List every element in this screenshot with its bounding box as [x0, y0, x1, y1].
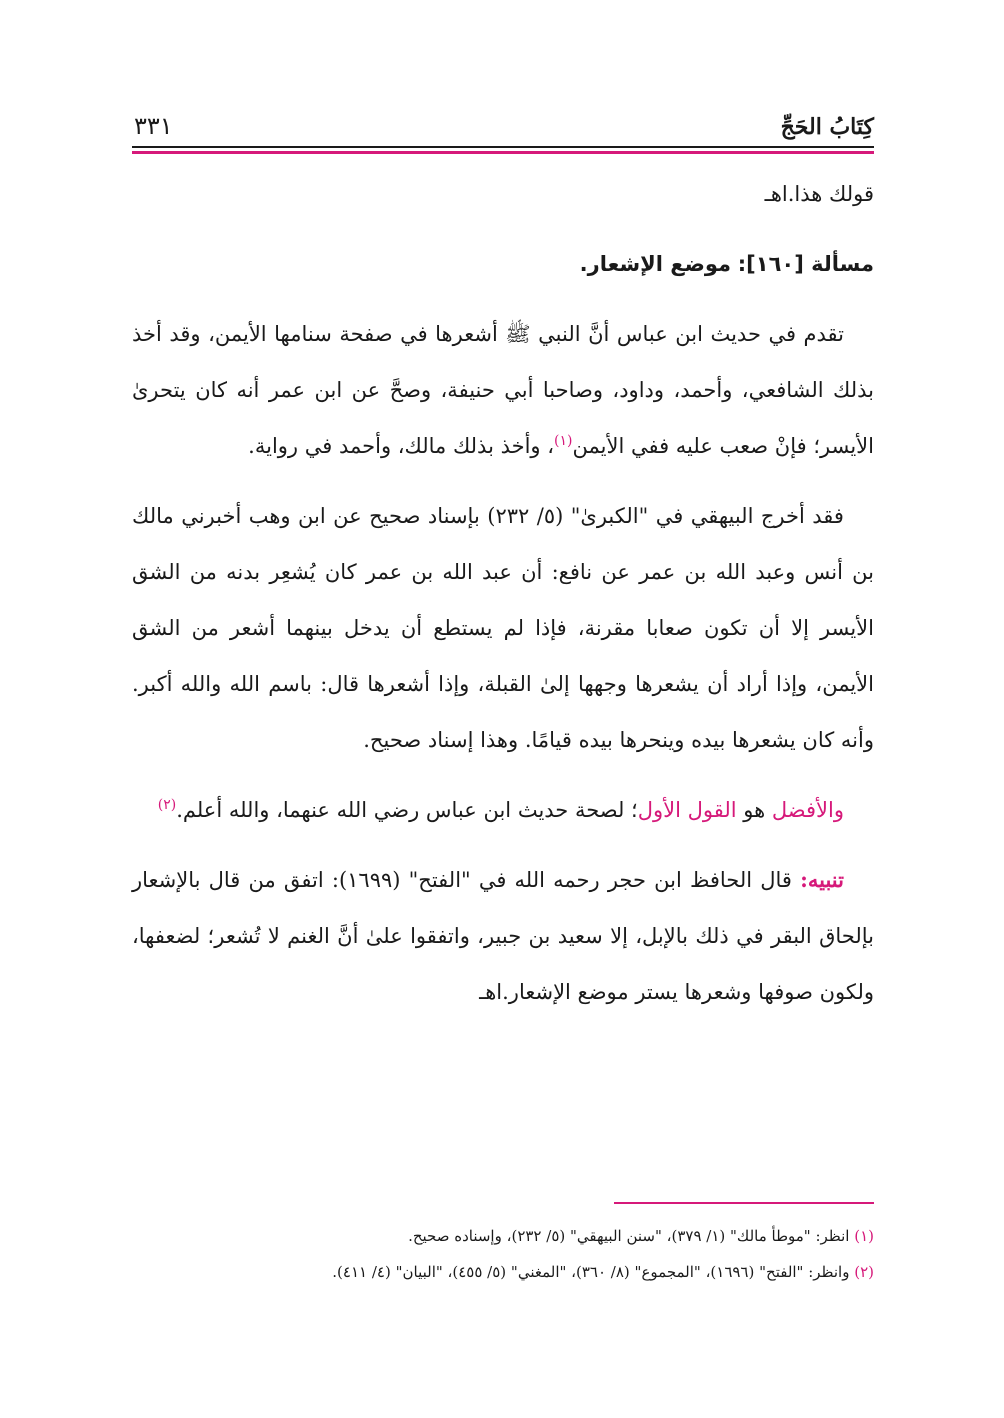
- paragraph-bayhaqi: فقد أخرج البيهقي في "الكبرىٰ" (٥/ ٢٣٢) بإسناد صحيح عن ابن وهب أخبرني مالك بن أنس وعبد الله بن عمر عن نافع: أن عبد الله بن عمر كان يُشعِر بدنه من الشق الأيسر إلا أن تكون صعابا مقرنة، فإذا لم يستطع أن يدخل بينهما أشعر من الشق الأيمن، وإذا أراد أن يشعرها وجهها إلىٰ القبلة، وإذا أشعرها قال: باسم الله والله أكبر. وأنه كان يشعرها بيده وينحرها بيده قيامًا. وهذا إسناد صحيح.: [132, 504, 874, 752]
- footnote-ref-2[interactable]: (٢): [157, 797, 177, 813]
- footnote-2-text: وانظر: "الفتح" (١٦٩٦)، "المجموع" (٨/ ٣٦٠)، "المغني" (٥/ ٤٥٥)، "البيان" (٤/ ٤١١).: [332, 1263, 855, 1281]
- header-rule: [132, 146, 874, 154]
- footnote-2-number: (٢): [854, 1263, 874, 1281]
- conclusion-highlight: القول الأول: [637, 798, 737, 822]
- paragraph-ibn-abbas-text: تقدم في حديث ابن عباس أنَّ النبي ﷺ أشعرها في صفحة سنامها الأيمن، وقد أخذ بذلك الشافعي، وأحمد، وداود، وصاحبا أبي حنيفة، وصحَّ عن ابن عمر أنه كان يتحرىٰ الأيسر؛ فإنْ صعب عليه ففي الأيمن: [132, 322, 874, 458]
- paragraph-ibn-abbas-text-end: ، وأخذ بذلك مالك، وأحمد في رواية.: [248, 434, 555, 458]
- tanbih-label: تنبيه:: [800, 867, 844, 892]
- paragraph-ibn-abbas: [132, 306, 874, 474]
- footnote-1-text: انظر: "موطأ مالك" (١/ ٣٧٩)، "سنن البيهقي" (٥/ ٢٣٢)، وإسناده صحيح.: [408, 1227, 855, 1245]
- page-header: [132, 110, 874, 150]
- footnotes: [132, 1218, 874, 1290]
- footnote-1: [132, 1218, 874, 1254]
- main-text: [132, 166, 874, 1020]
- paragraph-tanbih: [132, 852, 874, 1020]
- masala-label: مسألة [١٦٠]:: [737, 252, 874, 276]
- footnote-1-number: (١): [854, 1227, 874, 1245]
- footnote-divider: [614, 1202, 874, 1204]
- book-title: كِتَابُ الحَجِّ: [780, 114, 874, 140]
- paragraph-conclusion: [132, 782, 874, 838]
- paragraph-closing-quote: قولك هذا.اهـ: [764, 182, 874, 206]
- conclusion-mid: هو: [736, 798, 772, 822]
- footnote-2: [132, 1254, 874, 1290]
- header-rule-accent: [132, 151, 874, 154]
- conclusion-prefix: والأفضل: [771, 798, 844, 822]
- footnote-ref-1[interactable]: (١): [554, 433, 573, 449]
- masala-heading: [132, 236, 874, 292]
- page-number: ٣٣١: [134, 112, 173, 140]
- tanbih-text: قال الحافظ ابن حجر رحمه الله في "الفتح" (١٦٩٩): اتفق من قال بالإشعار بإلحاق البقر في ذلك بالإبل، إلا سعيد بن جبير، واتفقوا علىٰ أنَّ الغنم لا تُشعر؛ لضعفها، ولكون صوفها وشعرها يستر موضع الإشعار.اهـ: [132, 868, 874, 1004]
- conclusion-rest: ؛ لصحة حديث ابن عباس رضي الله عنهما، والله أعلم.: [176, 798, 638, 822]
- book-page: [132, 100, 874, 1300]
- header-rule-thin: [132, 146, 874, 148]
- masala-title: موضع الإشعار.: [579, 252, 732, 276]
